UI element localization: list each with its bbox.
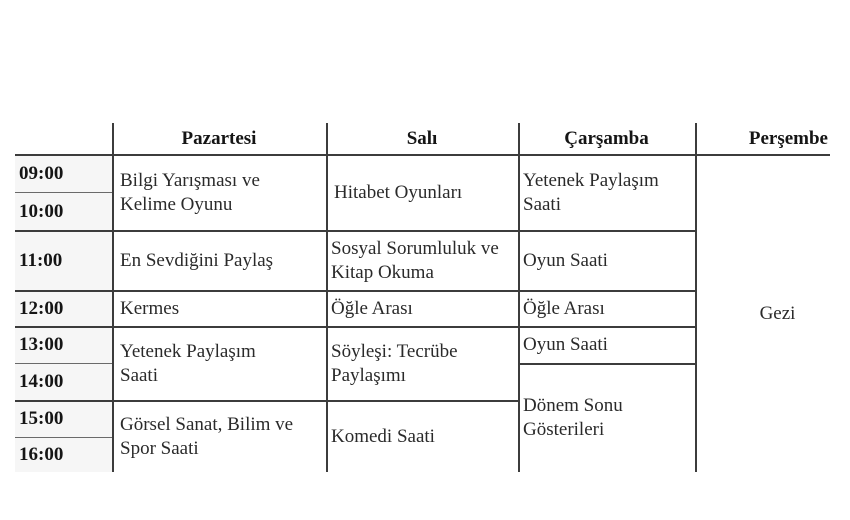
header-persembe: Perşembe xyxy=(748,127,828,149)
activity-text: Oyun Saati xyxy=(523,334,608,355)
divider-header xyxy=(15,154,830,156)
activity-carsamba-5 xyxy=(520,364,695,472)
activity-text: Hitabet Oyunları xyxy=(334,181,463,203)
activity-text: Bilgi Yarışması ve Kelime Oyunu xyxy=(120,169,260,215)
activity-text: Komedi Saati xyxy=(331,425,435,447)
divider-col xyxy=(326,123,328,472)
activity-text: Sosyal Sorumluluk ve Kitap Okuma xyxy=(331,237,499,283)
divider-time xyxy=(15,437,112,438)
activity-text: Kermes xyxy=(120,297,180,319)
activity-text: Öğle Arası xyxy=(331,297,413,319)
activity-text: En Sevdiğini Paylaş xyxy=(120,249,274,271)
activity-carsamba-3 xyxy=(520,291,695,326)
activity-text: Yetenek Paylaşım Saati xyxy=(120,340,256,386)
divider-col xyxy=(518,123,520,472)
activity-sali-1 xyxy=(328,155,518,230)
divider-col xyxy=(695,123,697,472)
divider-row xyxy=(15,290,695,292)
time-1100: 11:00 xyxy=(15,231,112,290)
activity-text: Öğle Arası xyxy=(523,297,605,319)
header-carsamba: Çarşamba xyxy=(564,127,649,149)
activity-sali-2 xyxy=(328,231,518,290)
activity-pazartesi-5 xyxy=(114,401,326,472)
activity-sali-3 xyxy=(328,291,518,326)
time-1200: 12:00 xyxy=(15,291,112,326)
time-1600: 16:00 xyxy=(15,438,112,472)
divider-row xyxy=(518,363,695,365)
activity-sali-4 xyxy=(328,327,518,400)
activity-text: Gezi xyxy=(759,302,796,324)
activity-carsamba-2 xyxy=(520,231,695,290)
activity-text: Yetenek Paylaşım Saati xyxy=(523,169,659,215)
activity-pazartesi-2 xyxy=(114,231,326,290)
activity-pazartesi-4 xyxy=(114,327,326,400)
time-1300: 13:00 xyxy=(15,327,112,363)
activity-sali-5 xyxy=(328,401,518,472)
time-1000: 10:00 xyxy=(15,193,112,230)
divider-time xyxy=(15,363,112,364)
activity-carsamba-4 xyxy=(520,327,695,363)
time-1400: 14:00 xyxy=(15,364,112,400)
divider-row xyxy=(15,230,695,232)
divider-col xyxy=(112,123,114,472)
divider-row xyxy=(15,400,518,402)
activity-carsamba-1 xyxy=(520,155,695,230)
activity-pazartesi-3 xyxy=(114,291,326,326)
activity-text: Görsel Sanat, Bilim ve Spor Saati xyxy=(120,413,294,459)
activity-pazartesi-1 xyxy=(114,155,326,230)
header-pazartesi: Pazartesi xyxy=(181,127,257,149)
divider-row xyxy=(15,326,695,328)
activity-text: Oyun Saati xyxy=(523,249,608,271)
divider-time xyxy=(15,192,112,193)
activity-text: Dönem Sonu Gösterileri xyxy=(523,395,623,440)
activity-persembe-1 xyxy=(697,155,850,472)
activity-text: Söyleşi: Tecrübe Paylaşımı xyxy=(331,340,458,386)
header-sali: Salı xyxy=(406,127,438,149)
time-0900: 09:00 xyxy=(15,155,112,192)
time-1500: 15:00 xyxy=(15,401,112,437)
